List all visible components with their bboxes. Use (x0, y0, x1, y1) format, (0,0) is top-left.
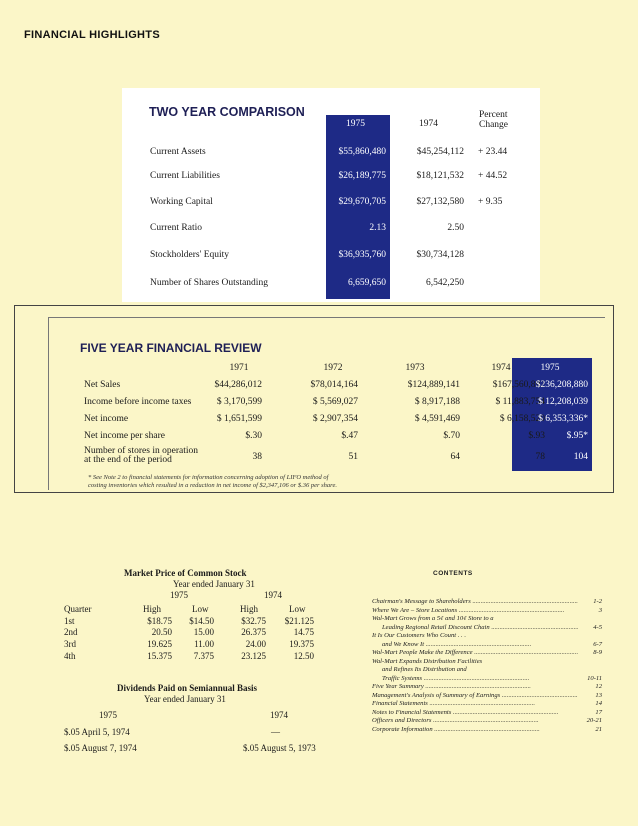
value-1974: 6,542,250 (426, 278, 464, 288)
price-value: $21.125 (284, 616, 314, 626)
value-1975: $26,189,775 (338, 171, 386, 181)
toc-page (578, 632, 602, 641)
toc-title: Management's Analysis of Summary of Earnings ..... (372, 692, 578, 701)
market-col-low-1974: Low (289, 604, 306, 614)
price-value: 14.75 (293, 627, 314, 637)
market-col-low-1975: Low (192, 604, 209, 614)
price-value: 12.50 (293, 651, 314, 661)
dividend-1974-first: — (271, 727, 280, 737)
toc-title: Leading Regional Retail Discount Chain ..... (372, 624, 578, 633)
value-1974: 2.50 (447, 223, 464, 233)
price-value: 15.00 (193, 627, 214, 637)
price-value: $14.50 (189, 616, 214, 626)
cell-value: $.93 (528, 431, 545, 441)
toc-title: Wal-Mart Grows from a 5¢ and 10¢ Store to a (372, 615, 494, 622)
price-value: 7.375 (193, 651, 214, 661)
price-value: $18.75 (147, 616, 172, 626)
price-value: 23.125 (241, 651, 266, 661)
market-col-high-1975: High (143, 604, 161, 614)
table-of-contents (372, 598, 602, 734)
value-1974: $18,121,532 (416, 171, 464, 181)
toc-page: 6-7 (593, 640, 602, 648)
quarter-label: 4th (64, 651, 76, 661)
toc-title: Wal-Mart People Make the Difference ..... (372, 649, 578, 658)
row-label: Income before income taxes (84, 397, 192, 407)
price-value: $32.75 (241, 616, 266, 626)
page-header: FINANCIAL HIGHLIGHTS (24, 29, 160, 41)
cell-value: 38 (252, 452, 262, 462)
toc-entry (372, 726, 602, 735)
cell-value: $.95* (566, 431, 588, 441)
quarter-label: 2nd (64, 627, 78, 637)
cell-value: $.30 (245, 431, 262, 441)
highlight-1975-column (326, 115, 390, 299)
price-value: 11.00 (194, 639, 214, 649)
market-subtitle: Year ended January 31 (173, 579, 255, 589)
value-1974: $30,734,128 (416, 250, 464, 260)
cell-value: 104 (573, 452, 588, 462)
cell-value: $ 6,158,520 (499, 414, 545, 424)
year-header: 1971 (229, 363, 249, 373)
toc-page (578, 615, 602, 624)
cell-value: $.70 (443, 431, 460, 441)
market-year-1975: 1975 (170, 590, 188, 600)
percent-change: + 9.35 (478, 197, 503, 207)
cell-value: $ 1,651,599 (216, 414, 262, 424)
cell-value: $236,208,880 (535, 380, 588, 390)
row-label: Net income (84, 414, 129, 424)
price-value: 19.625 (147, 639, 172, 649)
cell-value: $ 12,208,039 (538, 397, 588, 407)
col-pct-header-1: Percent (479, 110, 508, 120)
col-1974-header: 1974 (419, 119, 438, 129)
toc-title: and Refines Its Distribution and (382, 666, 467, 673)
cell-value: 78 (535, 452, 545, 462)
toc-page: 1-2 (593, 598, 602, 605)
toc-entry (372, 709, 602, 718)
percent-change: + 44.52 (478, 171, 508, 181)
toc-entry (372, 649, 602, 658)
dividends-subtitle: Year ended January 31 (144, 694, 226, 704)
year-header: 1974 (491, 363, 511, 373)
toc-entry (372, 624, 602, 633)
toc-title: It Is Our Customers Who Count . . . (372, 632, 466, 639)
value-1975: $55,860,480 (338, 147, 386, 157)
five-year-footnote (88, 474, 337, 490)
contents-heading: CONTENTS (433, 570, 473, 577)
quarter-label: 1st (64, 616, 75, 626)
price-value: 20.50 (151, 627, 172, 637)
market-title: Market Price of Common Stock (124, 568, 247, 578)
dividend-1975-first: $.05 April 5, 1974 (64, 727, 130, 737)
value-1974: $27,132,580 (416, 197, 464, 207)
year-header: 1973 (405, 363, 425, 373)
quarter-label: 3rd (64, 639, 76, 649)
toc-page: 17 (595, 708, 602, 716)
price-value: 19.375 (289, 639, 314, 649)
year-header: 1972 (323, 363, 343, 373)
toc-title: Wal-Mart Expands Distribution Facilities (372, 657, 483, 665)
row-label: Stockholders' Equity (150, 250, 230, 260)
cell-value: $ 2,907,354 (312, 414, 358, 424)
toc-title: and We Know It ..... (372, 641, 578, 650)
toc-title: Financial Statements ..... (372, 700, 578, 709)
col-pct-header-2: Change (479, 120, 509, 130)
cell-value: $78,014,164 (310, 380, 358, 390)
toc-page: 13 (595, 691, 602, 699)
price-value: 24.00 (245, 639, 266, 649)
toc-entry (372, 641, 602, 650)
market-year-1974: 1974 (264, 590, 282, 600)
row-label: Working Capital (150, 197, 213, 207)
toc-title: Traffic Systems ..... (372, 675, 578, 684)
toc-page: 4-5 (593, 623, 602, 631)
toc-entry (372, 632, 602, 641)
row-label: Net Sales (84, 380, 121, 390)
cell-value: 51 (348, 452, 358, 462)
cell-value: $.47 (341, 431, 358, 441)
toc-page (578, 658, 602, 667)
col-1975-header: 1975 (346, 119, 365, 129)
toc-entry (372, 717, 602, 726)
cell-value: $ 4,591,469 (414, 414, 460, 424)
row-label: Number of stores in operation (84, 446, 198, 456)
toc-page: 21 (595, 725, 602, 733)
row-label: Number of Shares Outstanding (150, 278, 268, 288)
row-label: Current Liabilities (150, 171, 220, 181)
toc-entry (372, 658, 602, 667)
dividend-1974-second: $.05 August 5, 1973 (243, 743, 316, 753)
dividends-title: Dividends Paid on Semiannual Basis (117, 683, 258, 693)
market-col-quarter: Quarter (64, 604, 92, 614)
toc-page: 8-9 (593, 649, 602, 656)
toc-page: 3 (598, 606, 602, 614)
cell-value: $ 11,883,754 (495, 397, 545, 407)
cell-value: $124,889,141 (407, 380, 460, 390)
dividend-1975-second: $.05 August 7, 1974 (64, 743, 137, 753)
cell-value: $ 6,353,336* (538, 414, 588, 424)
cell-value: $ 3,170,599 (216, 397, 262, 407)
percent-change: + 23.44 (478, 147, 508, 157)
cell-value: $ 5,569,027 (312, 397, 358, 407)
footnote-line-1: * See Note 2 to financial statements for information concerning adoption of LIFO method of (88, 474, 329, 481)
cell-value: $167,560,892 (492, 380, 545, 390)
toc-entry (372, 598, 602, 607)
value-1975: 2.13 (369, 223, 386, 233)
price-value: 15.375 (147, 651, 172, 661)
toc-page: 10-11 (587, 674, 602, 682)
two-year-title: TWO YEAR COMPARISON (149, 105, 305, 119)
dividends-year-1975: 1975 (99, 710, 117, 720)
row-label: Current Assets (150, 147, 206, 157)
toc-entry (372, 615, 602, 624)
toc-title: Corporate Information ..... (372, 726, 578, 735)
toc-page: 12 (595, 683, 602, 690)
toc-entry (372, 683, 602, 692)
price-value: 26.375 (241, 627, 266, 637)
market-col-high-1974: High (240, 604, 258, 614)
toc-title: Five Year Summary ..... (372, 683, 578, 692)
row-label: Net income per share (84, 431, 165, 441)
cell-value: $44,286,012 (214, 380, 262, 390)
year-header: 1975 (540, 363, 560, 373)
value-1975: $29,670,705 (338, 197, 386, 207)
toc-title: Chairman's Message to Shareholders ..... (372, 598, 578, 607)
toc-entry (372, 700, 602, 709)
toc-entry (372, 666, 602, 675)
cell-value: $ 8,917,188 (414, 397, 460, 407)
value-1975: $36,935,760 (338, 250, 386, 260)
toc-page: 20-21 (586, 717, 602, 724)
toc-entry (372, 692, 602, 701)
toc-entry (372, 607, 602, 616)
toc-page (578, 666, 602, 675)
row-label-line2: at the end of the period (84, 455, 172, 465)
value-1974: $45,254,112 (416, 147, 464, 157)
toc-page: 14 (595, 700, 602, 707)
footnote-line-2: costing inventories which resulted in a reduction in net income of $2,347,106 or $.36 per share. (88, 482, 337, 489)
toc-entry (372, 675, 602, 684)
toc-title: Notes to Financial Statements ..... (372, 709, 578, 718)
two-year-comparison-panel (122, 88, 540, 302)
cell-value: 64 (450, 452, 460, 462)
row-label: Current Ratio (150, 223, 202, 233)
value-1975: 6,659,650 (348, 278, 386, 288)
toc-title: Officers and Directors ..... (372, 717, 578, 726)
dividends-year-1974: 1974 (270, 710, 288, 720)
toc-title: Where We Are – Store Locations ..... (372, 607, 578, 616)
five-year-title: FIVE YEAR FINANCIAL REVIEW (80, 341, 262, 355)
